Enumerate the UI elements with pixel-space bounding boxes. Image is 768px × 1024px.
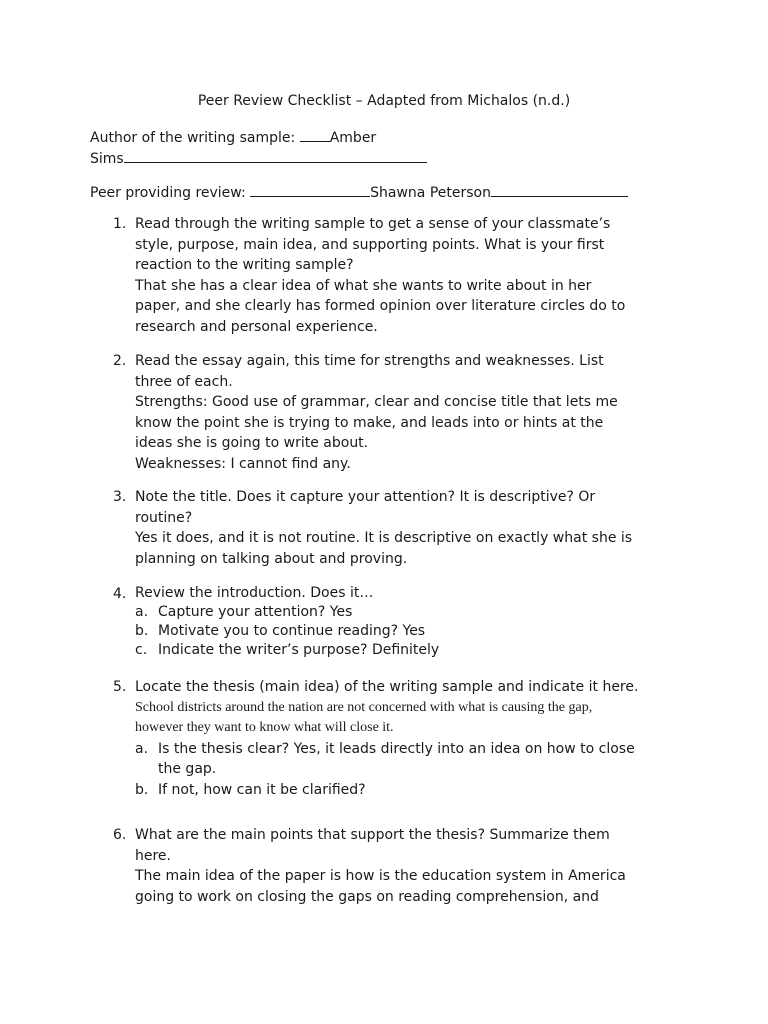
item-2-question-line: three of each. xyxy=(135,373,233,390)
reviewer-blank-2 xyxy=(491,182,628,197)
item-2-number: 2. xyxy=(113,353,127,369)
subitem-label: a. xyxy=(135,604,149,620)
subitem-text: If not, how can it be clarified? xyxy=(158,781,366,798)
item-5-thesis-line: School districts around the nation are not concerned with what is causing the gap, xyxy=(135,699,593,715)
item-6-question-line: here. xyxy=(135,847,171,864)
author-label: Author of the writing sample: xyxy=(90,130,300,146)
item-3-number: 3. xyxy=(113,489,127,505)
reviewer-line xyxy=(90,182,628,201)
item-5-thesis-line: however they want to know what will close it. xyxy=(135,720,394,735)
item-4-number: 4. xyxy=(113,586,127,602)
item-3-answer-line: planning on talking about and proving. xyxy=(135,550,408,567)
item-3-answer-line: Yes it does, and it is not routine. It is descriptive on exactly what she is xyxy=(135,530,633,546)
subitem-label: c. xyxy=(135,642,148,658)
item-6-number: 6. xyxy=(113,827,127,843)
item-4-question-line: Review the introduction. Does it… xyxy=(135,585,374,601)
item-1 xyxy=(135,214,695,337)
item-1-question-line: Read through the writing sample to get a sense of your classmate’s xyxy=(135,216,611,232)
item-4-subitem-a xyxy=(135,603,695,622)
subitem-text: Capture your attention? Yes xyxy=(158,604,353,620)
subitem-label: a. xyxy=(135,740,149,757)
item-3 xyxy=(135,487,695,569)
subitem-text: Motivate you to continue reading? Yes xyxy=(158,623,426,639)
item-5-subitem-a-cont: the gap. xyxy=(158,761,217,777)
item-6-answer-line: going to work on closing the gaps on reading comprehension, and xyxy=(135,888,599,905)
item-6 xyxy=(135,825,695,907)
item-1-question-line: style, purpose, main idea, and supporting points. What is your first xyxy=(135,236,605,253)
reviewer-name: Shawna Peterson xyxy=(370,185,491,201)
item-1-answer-line: That she has a clear idea of what she wants to write about in her xyxy=(135,277,592,294)
author-line-2 xyxy=(90,148,427,167)
item-2-question-line: Read the essay again, this time for strengths and weaknesses. List xyxy=(135,353,604,369)
item-1-number: 1. xyxy=(113,216,127,232)
item-5 xyxy=(135,677,715,800)
item-1-answer-line: research and personal experience. xyxy=(135,318,378,335)
item-5-question-line: Locate the thesis (main idea) of the writing sample and indicate it here. xyxy=(135,679,639,695)
item-2-answer-line: know the point she is trying to make, and leads into or hints at the xyxy=(135,414,604,431)
subitem-label: b. xyxy=(135,781,149,798)
item-6-question-line: What are the main points that support the thesis? Summarize them xyxy=(135,827,610,843)
item-5-number: 5. xyxy=(113,679,127,695)
item-6-answer-line: The main idea of the paper is how is the education system in America xyxy=(135,868,626,884)
subitem-label: b. xyxy=(135,623,149,639)
reviewer-label: Peer providing review: xyxy=(90,185,251,201)
author-last-name: Sims xyxy=(90,151,124,167)
reviewer-blank-1 xyxy=(250,182,370,197)
page-title: Peer Review Checklist – Adapted from Michalos (n.d.) xyxy=(197,93,571,109)
subitem-text: Indicate the writer’s purpose? Definitely xyxy=(158,642,440,658)
item-2-answer-line: Weaknesses: I cannot find any. xyxy=(135,455,351,472)
item-3-question-line: routine? xyxy=(135,509,193,526)
author-blank-1 xyxy=(300,127,330,142)
item-4-subitem-c xyxy=(135,641,695,660)
author-first-name: Amber xyxy=(329,130,377,146)
item-5-subitem-a xyxy=(135,739,715,760)
item-4-subitem-b xyxy=(135,622,695,641)
item-4 xyxy=(135,584,695,660)
item-2-answer-line: Strengths: Good use of grammar, clear and concise title that lets me xyxy=(135,394,618,410)
author-blank-2 xyxy=(124,148,427,163)
item-1-question-line: reaction to the writing sample? xyxy=(135,257,354,273)
item-2 xyxy=(135,351,695,474)
item-5-subitem-b xyxy=(135,780,715,801)
author-line xyxy=(90,127,376,146)
item-2-answer-line: ideas she is going to write about. xyxy=(135,435,369,451)
subitem-text: Is the thesis clear? Yes, it leads directly into an idea on how to close xyxy=(158,740,635,757)
item-3-question-line: Note the title. Does it capture your attention? It is descriptive? Or xyxy=(135,489,596,505)
item-1-answer-line: paper, and she clearly has formed opinion over literature circles do to xyxy=(135,298,626,314)
